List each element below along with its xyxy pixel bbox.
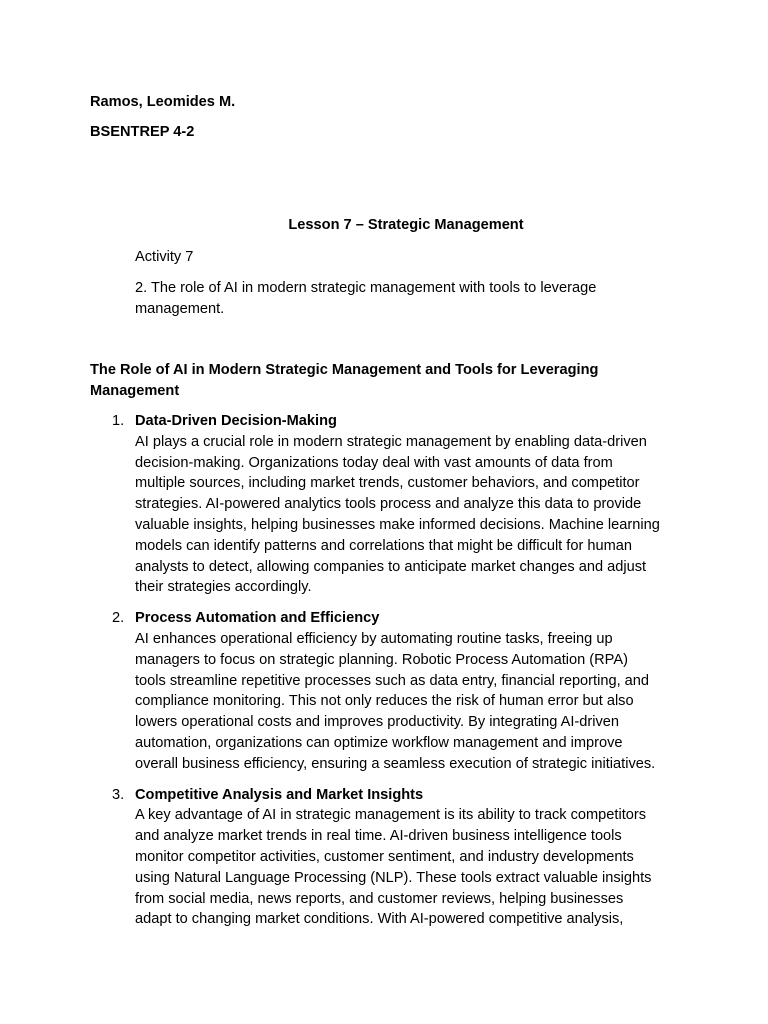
author-name: Ramos, Leomides M.	[90, 94, 236, 110]
text-line: valuable insights, helping businesses make informed decisions. Machine learning	[135, 516, 660, 533]
list-item	[90, 411, 690, 598]
text-line: adapt to changing market conditions. With AI-powered competitive analysis,	[135, 911, 624, 928]
list-item-text	[135, 805, 690, 930]
list-item-body	[135, 785, 690, 931]
text-line: AI plays a crucial role in modern strategic management by enabling data-driven	[135, 433, 647, 450]
list-item-body	[135, 608, 690, 774]
text-line: tools streamline repetitive processes such as data entry, financial reporting, and	[135, 672, 650, 689]
essay-heading: The Role of AI in Modern Strategic Management and Tools for Leveraging Management	[90, 362, 599, 399]
list-item-title: Competitive Analysis and Market Insights	[135, 786, 424, 803]
list-item-number: 3.	[112, 786, 125, 803]
list-item-number: 2.	[112, 610, 125, 627]
text-line: managers to focus on strategic planning. Robotic Process Automation (RPA)	[135, 651, 628, 668]
text-line: their strategies accordingly.	[135, 579, 312, 596]
text-line: using Natural Language Processing (NLP). These tools extract valuable insights	[135, 869, 652, 886]
activity-prompt: 2. The role of AI in modern strategic management with tools to leverage management.	[135, 280, 597, 317]
text-line: strategies. AI-powered analytics tools process and analyze this data to provide	[135, 496, 642, 513]
list-item-text	[135, 629, 690, 775]
lesson-title: Lesson 7 – Strategic Management	[288, 217, 524, 233]
text-line: multiple sources, including market trends, customer behaviors, and competitor	[135, 475, 640, 492]
list-item-title: Process Automation and Efficiency	[135, 610, 380, 627]
list-item-body	[135, 411, 690, 598]
text-line: models can identify patterns and correlations that might be difficult for human	[135, 537, 632, 554]
text-line: A key advantage of AI in strategic management is its ability to track competitors	[135, 807, 647, 824]
text-line: analysts to detect, allowing companies to anticipate market changes and adjust	[135, 558, 647, 575]
list-item-text	[135, 432, 690, 598]
list-item	[90, 785, 690, 931]
text-line: from social media, news reports, and customer reviews, helping businesses	[135, 890, 624, 907]
text-line: lowers operational costs and improves productivity. By integrating AI-driven	[135, 714, 619, 731]
list-item-title: Data-Driven Decision-Making	[135, 413, 337, 429]
text-line: monitor competitor activities, customer sentiment, and industry developments	[135, 848, 634, 865]
text-line: AI enhances operational efficiency by automating routine tasks, freeing up	[135, 630, 613, 647]
list-item	[90, 608, 690, 774]
text-line: compliance monitoring. This not only reduces the risk of human error but also	[135, 693, 634, 710]
list-item-number: 1.	[112, 413, 125, 429]
section-code: BSENTREP 4-2	[90, 124, 195, 140]
text-line: and analyze market trends in real time. AI-driven business intelligence tools	[135, 828, 622, 845]
text-line: overall business efficiency, ensuring a seamless execution of strategic initiatives.	[135, 755, 656, 772]
activity-label: Activity 7	[135, 249, 194, 265]
text-line: decision-making. Organizations today deal with vast amounts of data from	[135, 454, 613, 471]
text-line: automation, organizations can optimize workflow management and improve	[135, 734, 623, 751]
numbered-list	[90, 411, 690, 940]
